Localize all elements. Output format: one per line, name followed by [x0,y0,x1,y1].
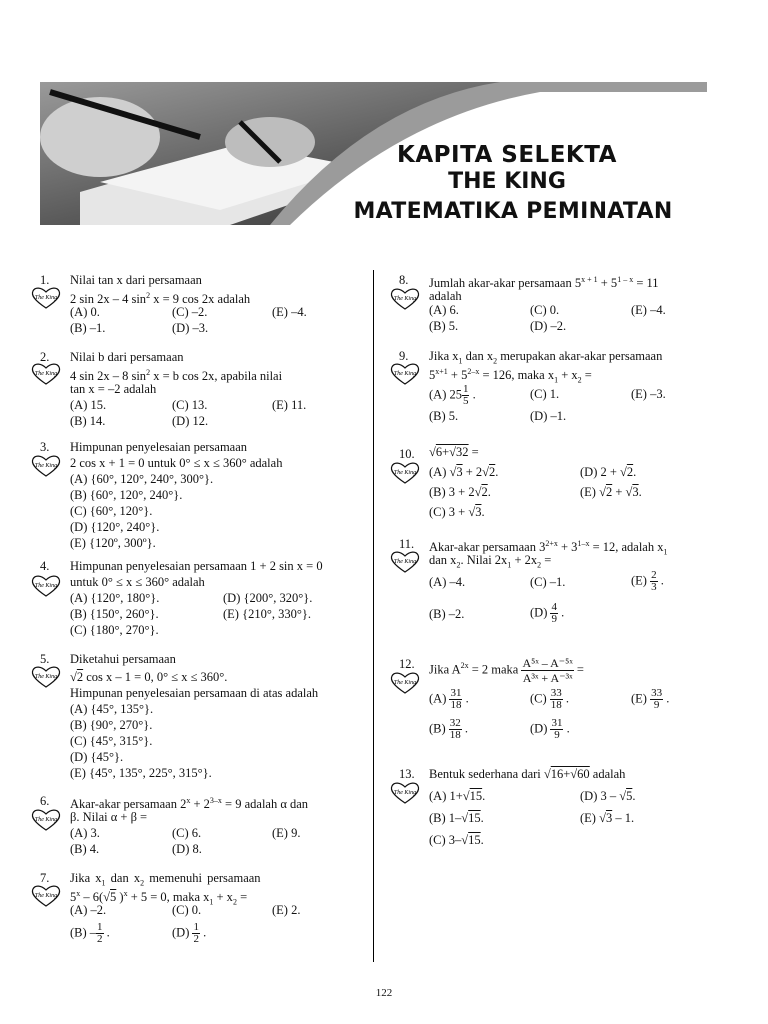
option-d[interactable]: (D) $\frac{1}{2}$ . [172,921,207,945]
option-a[interactable]: (A) 25 $\frac{1}{5}$ . [429,383,476,407]
svg-text:The King: The King [393,559,417,565]
option-b[interactable]: (B) 5. [429,409,459,423]
question-text: untuk 0° ≤ x ≤ 360° adalah [70,575,205,589]
option-c[interactable]: (C) –1. [530,575,566,589]
the-king-logo-icon [389,461,421,485]
the-king-logo-icon [30,665,62,689]
option-a[interactable]: (A) 0. [70,305,100,319]
svg-text:The King: The King [34,463,58,469]
question-4 [40,558,360,638]
option-d[interactable]: (D) $\frac{31}{9}$ . [530,717,570,741]
option-c[interactable]: (C) {60°, 120°}. [70,504,153,518]
question-9 [399,348,709,428]
question-5 [40,651,360,781]
question-number: 2. [40,350,50,364]
question-text: $5^{x+1} + 5^{2-x} = 126$, maka $x_1 + x_2$ = [429,367,592,385]
question-text: Diketahui persamaan [70,652,176,666]
question-text: 2 sin 2x – 4 $\sin^2 x = 9$ cos 2x adalah [70,291,251,307]
option-a[interactable]: (A) $\frac{31}{18}$ . [429,687,469,711]
question-text: Akar-akar persamaan $2^x + 2^{3-x} = 9$ adalah α dan [70,796,309,812]
option-b[interactable]: (B) 4. [70,842,100,856]
question-number: 13. [399,767,415,781]
banner-title-line1: KAPITA SELEKTA [397,142,617,168]
question-text: Jika $A^{2x} = 2$ maka $\frac{\text{A⁵ˣ – A⁻⁵ˣ}}{\text{A³ˣ + A⁻³ˣ}}$ = [429,656,584,685]
option-e[interactable]: (E) –3. [631,387,666,401]
option-b[interactable]: (B) –1. [70,321,106,335]
question-text: 2 cos x + 1 = 0 untuk 0° ≤ x ≤ 360° adalah [70,456,283,470]
option-e[interactable]: (E) √2 + √3. [580,485,642,499]
the-king-logo-icon [389,287,421,311]
svg-text:The King: The King [34,583,58,589]
option-d[interactable]: (D) 2 + √2. [580,465,637,479]
option-a[interactable]: (A) {45°, 135°}. [70,702,154,716]
question-number: 7. [40,871,50,885]
option-b[interactable]: (B) 3 + 2√2. [429,485,491,499]
question-text: 5$^x$ – 6(√5 )$^x$ + 5 = 0, maka $x_1 + x_2$ = [70,889,248,907]
option-d[interactable]: (D) –1. [530,409,567,423]
question-number: 5. [40,652,50,666]
svg-text:The King: The King [34,371,58,377]
question-1 [40,272,360,336]
option-a[interactable]: (A) 6. [429,303,459,317]
question-text: Jika $x_1$ dan $x_2$ merupakan akar-akar persamaan [429,349,663,366]
question-text: adalah [429,289,462,303]
question-text: √6+√32 = [429,445,479,459]
the-king-logo-icon [30,454,62,478]
svg-text:The King: The King [34,295,58,301]
question-6 [40,793,360,857]
question-text: √2 cos x – 1 = 0, 0° ≤ x ≤ 360°. [70,670,228,684]
option-c[interactable]: (C) 13. [172,398,208,412]
option-c[interactable]: (C) 0. [172,903,202,917]
question-number: 8. [399,273,409,287]
the-king-logo-icon [30,286,62,310]
option-c[interactable]: (C) –2. [172,305,208,319]
the-king-logo-icon [30,884,62,908]
question-3 [40,439,360,551]
option-e[interactable]: (E) √3 – 1. [580,811,635,825]
option-b[interactable]: (B) 5. [429,319,459,333]
option-e[interactable]: (E) 11. [272,398,307,412]
question-text: Himpunan penyelesaian persamaan di atas adalah [70,686,319,700]
option-b[interactable]: (B) 1–√15. [429,811,484,825]
page-number: 122 [375,987,393,999]
question-11 [399,536,709,628]
option-b[interactable]: (B) $\frac{32}{18}$ . [429,717,469,741]
question-text: Nilai b dari persamaan [70,350,184,364]
question-text: tan x = –2 adalah [70,382,157,396]
question-text: Bentuk sederhana dari √16+√60 adalah [429,767,626,781]
option-c[interactable]: (C) 0. [530,303,560,317]
option-c[interactable]: (C) {180°, 270°}. [70,623,159,637]
question-text: Jika $x_1$ dan $x_2$ memenuhi persamaan [70,871,261,888]
option-b[interactable]: (B) – $\frac{1}{2}$ . [70,921,110,945]
question-number: 4. [40,559,50,573]
option-a[interactable]: (A) 1+√15. [429,789,486,803]
question-text: Himpunan penyelesaian persamaan [70,440,248,454]
svg-text:The King: The King [393,371,417,377]
svg-text:The King: The King [393,470,417,476]
svg-text:The King: The King [34,893,58,899]
option-e[interactable]: (E) {210°, 330°}. [223,607,311,621]
option-c[interactable]: (C) {45°, 315°}. [70,734,153,748]
the-king-logo-icon [389,671,421,695]
option-c[interactable]: (C) 1. [530,387,560,401]
option-e[interactable]: (E) –4. [631,303,666,317]
question-number: 1. [40,273,50,287]
question-number: 12. [399,657,415,671]
option-d[interactable]: (D) {120°, 240°}. [70,520,160,534]
option-d[interactable]: (D) –2. [530,319,567,333]
the-king-logo-icon [389,550,421,574]
option-d[interactable]: (D) {45°}. [70,750,124,764]
header-banner [40,82,707,225]
option-b[interactable]: (B) –2. [429,607,465,621]
the-king-logo-icon [30,574,62,598]
the-king-logo-icon [389,781,421,805]
banner-title-line2: THE KING [448,169,566,194]
option-e[interactable]: (E) –4. [272,305,307,319]
svg-text:The King: The King [34,674,58,680]
option-b[interactable]: (B) {150°, 260°}. [70,607,159,621]
question-7 [40,870,360,950]
question-13 [399,766,709,846]
option-b[interactable]: (B) {60°, 120°, 240°}. [70,488,183,502]
banner-title-line3: MATEMATIKA PEMINATAN [353,199,673,224]
svg-text:The King: The King [393,296,417,302]
option-d[interactable]: (D) $\frac{4}{9}$ . [530,601,565,625]
option-d[interactable]: (D) 3 – √5. [580,789,636,803]
option-e[interactable]: (E) $\frac{2}{3}$ . [631,569,664,593]
svg-text:The King: The King [393,790,417,796]
question-10 [399,444,709,524]
option-c[interactable]: (C) $\frac{33}{18}$ . [530,687,570,711]
question-number: 6. [40,794,50,808]
question-text: Akar-akar persamaan $3^{2+x} + 3^{1-x} = 12$, adalah $x_1$ [429,539,668,557]
option-a[interactable]: (A) {120°, 180°}. [70,591,160,605]
question-text: Himpunan penyelesaian persamaan 1 + 2 sin x = 0 [70,559,323,573]
the-king-logo-icon [30,808,62,832]
the-king-logo-icon [389,362,421,386]
option-c[interactable]: (C) 3–√15. [429,833,484,847]
option-c[interactable]: (C) 6. [172,826,202,840]
question-number: 10. [399,447,415,461]
question-2 [40,349,360,429]
question-12 [399,648,709,748]
question-number: 11. [399,537,415,551]
question-number: 3. [40,440,50,454]
option-a[interactable]: (A) –2. [70,903,107,917]
question-text: dan $x_2$. Nilai $2x_1 + 2x_2$ = [429,553,552,570]
question-number: 9. [399,349,409,363]
option-a[interactable]: (A) 3. [70,826,100,840]
option-e[interactable]: (E) 2. [272,903,301,917]
option-a[interactable]: (A) √3 + 2√2. [429,465,499,479]
question-text: 4 sin 2x – 8 $\sin^2 x = b$ cos 2x, apabila nilai [70,368,283,384]
option-b[interactable]: (B) {90°, 270°}. [70,718,153,732]
option-d[interactable]: (D) 8. [172,842,202,856]
svg-text:The King: The King [34,817,58,823]
question-8 [399,272,709,336]
svg-text:The King: The King [393,680,417,686]
option-e[interactable]: (E) {120º, 300º}. [70,536,156,550]
option-e[interactable]: (E) {45°, 135°, 225°, 315°}. [70,766,212,780]
question-text: Nilai tan x dari persamaan [70,273,202,287]
the-king-logo-icon [30,362,62,386]
question-text: β. Nilai α + β = [70,810,148,824]
option-d[interactable]: (D) 12. [172,414,209,428]
option-d[interactable]: (D) –3. [172,321,209,335]
option-c[interactable]: (C) 3 + √3. [429,505,485,519]
option-a[interactable]: (A) 15. [70,398,107,412]
option-a[interactable]: (A) {60°, 120°, 240°, 300°}. [70,472,214,486]
option-e[interactable]: (E) $\frac{33}{9}$ . [631,687,670,711]
question-text: Jumlah akar-akar persamaan $5^{x + 1} + 5^{1 - x} = 11$ [429,275,659,291]
column-divider [373,270,374,962]
option-d[interactable]: (D) {200°, 320°}. [223,591,313,605]
option-b[interactable]: (B) 14. [70,414,106,428]
option-a[interactable]: (A) –4. [429,575,466,589]
option-e[interactable]: (E) 9. [272,826,301,840]
